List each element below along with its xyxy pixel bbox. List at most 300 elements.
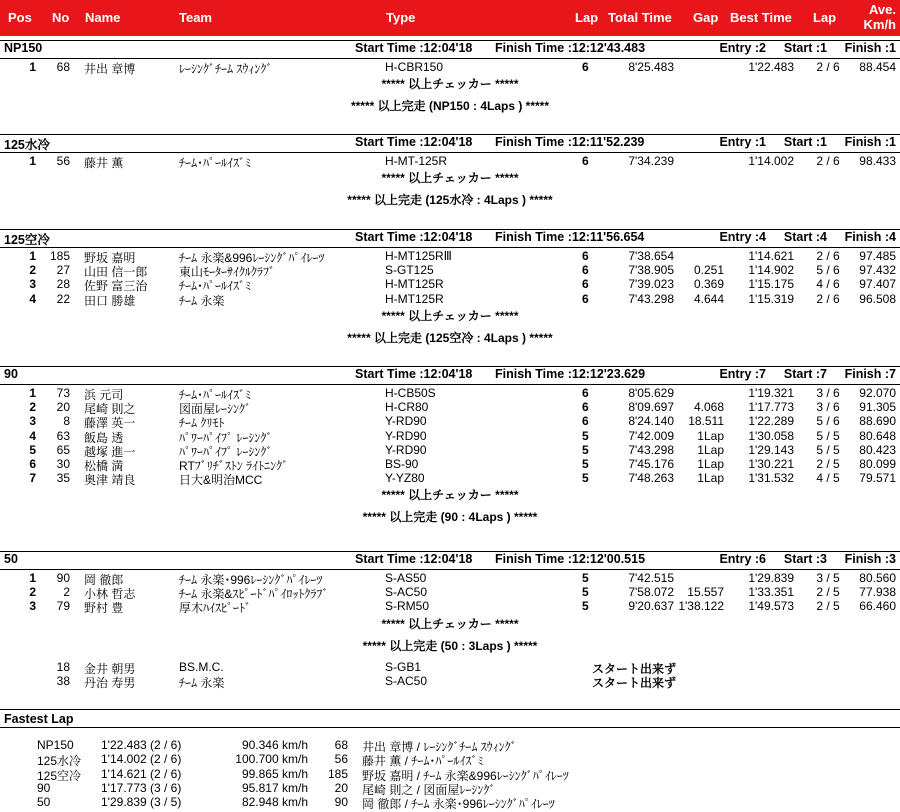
checker-message xyxy=(0,169,900,186)
dns-row xyxy=(0,674,900,688)
completion-message xyxy=(0,508,900,525)
team-name: ﾁｰﾑ･ﾊﾟｰﾙｲｽﾞﾐ xyxy=(179,279,252,294)
completion-text: ***** 以上完走 (125空冷 : 4Laps ) ***** xyxy=(347,330,553,345)
machine-type: BS-90 xyxy=(385,457,419,471)
machine-type: S-GT125 xyxy=(385,263,434,278)
best-lap-time: 1'30.058 xyxy=(748,428,794,443)
class-header-row xyxy=(0,230,900,246)
completion-text: ***** 以上完走 (NP150 : 4Laps ) ***** xyxy=(350,99,550,114)
machine-type: Y-RD90 xyxy=(385,442,427,457)
dns-status: スタート出来ず xyxy=(592,661,677,676)
rider-and-team: 野坂 嘉明 / ﾁｰﾑ 永楽&996ﾚｰｼﾝｸﾞﾊﾟｲﾚｰﾂ xyxy=(362,768,569,783)
result-row xyxy=(0,571,900,585)
team-name: ﾁｰﾑ ｸﾘﾓﾄ xyxy=(179,416,225,431)
ave-label: Ave. xyxy=(869,2,896,17)
rider-name: 山田 信一郎 xyxy=(84,265,148,280)
dns-row xyxy=(0,660,900,674)
rider-and-team: 尾崎 則之 / 図面屋ﾚｰｼﾝｸﾞ xyxy=(362,782,496,797)
machine-type: S-GB1 xyxy=(385,659,422,674)
fastest-speed: 82.948 km/h xyxy=(241,795,308,810)
finish-count: Finish :4 xyxy=(844,230,896,244)
gap: 0.251 xyxy=(693,263,724,278)
machine-type: H-MT125R xyxy=(385,291,444,306)
average-speed: 79.571 xyxy=(859,471,896,486)
result-row xyxy=(0,60,900,74)
best-lap-time: 1'22.483 xyxy=(748,60,794,74)
result-row xyxy=(0,471,900,488)
car-number: 38 xyxy=(56,673,70,688)
best-lap-time: 1'19.321 xyxy=(748,386,794,400)
average-speed: 80.648 xyxy=(859,428,896,443)
total-time: 7'43.298 xyxy=(628,442,674,457)
best-lap-time: 1'14.902 xyxy=(748,263,794,278)
class-name: 125水冷 xyxy=(37,754,82,769)
laps-completed: 6 xyxy=(582,263,589,278)
ave-unit: Km/h xyxy=(863,17,896,32)
result-row xyxy=(0,443,900,457)
total-time: 7'42.009 xyxy=(628,428,674,443)
fastest-speed: 100.700 km/h xyxy=(235,752,308,767)
col-gap-header: Gap xyxy=(693,10,719,25)
class-name: NP150 xyxy=(37,738,74,752)
class-name: 90 xyxy=(37,780,51,795)
checker-text: ***** 以上チェッカー ***** xyxy=(381,616,519,631)
col-best-time-header: Best Time xyxy=(730,10,792,25)
best-lap-time: 1'15.319 xyxy=(748,291,794,306)
car-number: 30 xyxy=(56,457,70,471)
completion-message xyxy=(0,637,900,654)
class-name: 125空冷 xyxy=(37,768,82,783)
car-number: 68 xyxy=(334,738,348,752)
result-row xyxy=(0,263,900,280)
fastest-speed: 95.817 km/h xyxy=(241,780,308,795)
fastest-speed: 99.865 km/h xyxy=(241,766,308,781)
team-name: 東山ﾓｰﾀｰｻｲｸﾙｸﾗﾌﾞ xyxy=(179,265,276,280)
start-time: Start Time :12:04'18 xyxy=(355,552,473,566)
result-row xyxy=(0,599,900,616)
team-name: ﾊﾟﾜｰﾊﾟｲﾌﾟ ﾚｰｼﾝｸﾞ xyxy=(179,430,273,445)
team-name: ﾁｰﾑ 永楽･996ﾚｰｼﾝｸﾞﾊﾟｲﾚｰﾂ xyxy=(179,573,323,587)
gap: 1'38.122 xyxy=(678,599,724,614)
finish-count: Finish :3 xyxy=(844,552,896,566)
team-name: BS.M.C. xyxy=(179,659,224,674)
fastest-lap-row xyxy=(0,767,900,781)
finish-count: Finish :1 xyxy=(844,41,896,55)
fastest-speed: 90.346 km/h xyxy=(241,738,308,752)
fastest-lap-row xyxy=(0,752,900,769)
machine-type: S-AS50 xyxy=(385,571,427,585)
divider xyxy=(0,58,900,59)
finish-count: Finish :1 xyxy=(844,135,896,149)
start-time: Start Time :12:04'18 xyxy=(355,41,473,55)
team-name: ﾁｰﾑ 永楽&996ﾚｰｼﾝｸﾞﾊﾟｲﾚｰﾂ xyxy=(179,251,325,265)
rider-and-team: 岡 徹郎 / ﾁｰﾑ 永楽･996ﾚｰｼﾝｸﾞﾊﾟｲﾚｰﾂ xyxy=(362,797,555,812)
machine-type: Y-YZ80 xyxy=(385,471,425,486)
total-time: 7'38.654 xyxy=(628,249,674,263)
position: 1 xyxy=(29,60,36,74)
fastest-time: 1'29.839 (3 / 5) xyxy=(101,795,182,810)
car-number: 56 xyxy=(334,752,348,767)
position: 1 xyxy=(29,571,36,585)
best-lap-time: 1'17.773 xyxy=(748,400,794,415)
rider-name: 井出 章博 xyxy=(84,62,136,76)
fastest-lap-row xyxy=(0,781,900,795)
best-lap-time: 1'33.351 xyxy=(748,585,794,600)
average-speed: 97.432 xyxy=(859,263,896,278)
rider-name: 田口 勝雄 xyxy=(84,293,136,308)
team-name: ﾁｰﾑ 永楽 xyxy=(179,675,225,690)
team-name: RTﾌﾞﾘﾁﾞｽﾄﾝ ﾗｲﾄﾆﾝｸﾞ xyxy=(179,459,289,473)
fastest-time: 1'14.002 (2 / 6) xyxy=(101,752,182,767)
rider-name: 佐野 富三治 xyxy=(84,279,148,294)
car-number: 22 xyxy=(56,291,70,306)
average-speed: 91.305 xyxy=(859,400,896,415)
rider-and-team: 井出 章博 / ﾚｰｼﾝｸﾞﾁｰﾑ ｽｳｨﾝｸﾞ xyxy=(362,740,517,754)
class-name: NP150 xyxy=(4,41,43,55)
machine-type: H-CR80 xyxy=(385,400,429,415)
car-number: 27 xyxy=(56,263,70,278)
position: 3 xyxy=(29,599,36,614)
machine-type: H-CB50S xyxy=(385,386,436,400)
finish-time: Finish Time :12:12'00.515 xyxy=(495,552,646,566)
divider xyxy=(0,709,900,710)
total-time: 7'39.023 xyxy=(628,277,674,292)
car-number: 73 xyxy=(56,386,70,400)
result-row xyxy=(0,277,900,294)
result-row xyxy=(0,414,900,431)
best-lap-number: 4 / 6 xyxy=(816,277,840,292)
divider xyxy=(0,727,900,728)
fastest-lap-row xyxy=(0,738,900,752)
class-name: 90 xyxy=(4,367,18,381)
col-total-time-header: Total Time xyxy=(608,10,672,25)
laps-completed: 5 xyxy=(582,599,589,614)
checker-text: ***** 以上チェッカー ***** xyxy=(381,488,519,503)
laps-completed: 6 xyxy=(582,277,589,292)
team-name: ﾚｰｼﾝｸﾞﾁｰﾑ ｽｳｨﾝｸﾞ xyxy=(179,62,273,76)
col-lap-header: Lap xyxy=(575,10,599,25)
gap: 4.644 xyxy=(693,291,724,306)
checker-message xyxy=(0,307,900,324)
average-speed: 97.407 xyxy=(859,277,896,292)
laps-completed: 5 xyxy=(582,428,589,443)
entry-count: Entry :4 xyxy=(719,230,766,244)
divider xyxy=(0,384,900,385)
col-no-header: No xyxy=(52,10,70,25)
gap: 18.511 xyxy=(688,414,724,429)
start-count: Start :7 xyxy=(783,367,827,381)
best-lap-time: 1'31.532 xyxy=(748,471,794,486)
car-number: 90 xyxy=(56,571,70,585)
position: 7 xyxy=(29,471,36,486)
laps-completed: 5 xyxy=(582,457,589,471)
car-number: 28 xyxy=(56,277,70,292)
rider-name: 越塚 進一 xyxy=(84,444,136,459)
total-time: 7'34.239 xyxy=(628,154,674,168)
total-time: 8'09.697 xyxy=(628,400,674,415)
position: 1 xyxy=(29,249,36,263)
fastest-time: 1'22.483 (2 / 6) xyxy=(101,738,182,752)
best-lap-number: 5 / 6 xyxy=(816,263,840,278)
best-lap-number: 2 / 5 xyxy=(816,457,840,471)
total-time: 7'58.072 xyxy=(628,585,674,600)
total-time: 8'05.629 xyxy=(628,386,674,400)
car-number: 20 xyxy=(56,400,70,415)
best-lap-time: 1'14.002 xyxy=(748,154,794,168)
position: 2 xyxy=(29,263,36,278)
class-name: 125水冷 xyxy=(4,138,50,152)
completion-text: ***** 以上完走 (90 : 4Laps ) ***** xyxy=(362,510,538,525)
best-lap-number: 2 / 6 xyxy=(816,154,840,168)
position: 3 xyxy=(29,414,36,429)
best-lap-number: 3 / 6 xyxy=(816,400,840,415)
checker-message xyxy=(0,486,900,503)
best-lap-number: 3 / 6 xyxy=(816,386,840,400)
rider-name: 松橋 満 xyxy=(84,459,124,473)
laps-completed: 6 xyxy=(582,249,589,263)
completion-message xyxy=(0,97,900,114)
laps-completed: 5 xyxy=(582,471,589,486)
results-header-bar xyxy=(0,0,900,36)
total-time: 7'38.905 xyxy=(628,263,674,278)
best-lap-number: 2 / 6 xyxy=(816,291,840,306)
entry-count: Entry :7 xyxy=(719,367,766,381)
average-speed: 66.460 xyxy=(859,599,896,614)
position: 3 xyxy=(29,277,36,292)
total-time: 7'42.515 xyxy=(628,571,674,585)
team-name: 厚木ﾊｲｽﾋﾟｰﾄﾞ xyxy=(179,601,252,616)
col-bestlap-header: Lap xyxy=(813,10,837,25)
car-number: 79 xyxy=(56,599,70,614)
laps-completed: 6 xyxy=(582,400,589,415)
divider xyxy=(0,569,900,570)
best-lap-number: 5 / 5 xyxy=(816,428,840,443)
finish-count: Finish :7 xyxy=(844,367,896,381)
team-name: ﾁｰﾑ 永楽 xyxy=(179,293,225,308)
class-header-row xyxy=(0,552,900,568)
machine-type: H-MT125R xyxy=(385,277,444,292)
machine-type: S-AC50 xyxy=(385,673,428,688)
rider-name: 金井 朝男 xyxy=(84,661,136,676)
average-speed: 96.508 xyxy=(859,291,896,306)
laps-completed: 5 xyxy=(582,585,589,600)
position: 6 xyxy=(29,457,36,471)
total-time: 7'45.176 xyxy=(628,457,674,471)
finish-time: Finish Time :12:11'52.239 xyxy=(495,135,645,149)
best-lap-number: 5 / 5 xyxy=(816,442,840,457)
result-row xyxy=(0,400,900,417)
finish-time: Finish Time :12:11'56.654 xyxy=(495,230,645,244)
best-lap-time: 1'49.573 xyxy=(748,599,794,614)
average-speed: 80.099 xyxy=(859,457,896,471)
car-number: 90 xyxy=(334,795,348,810)
entry-count: Entry :6 xyxy=(719,552,766,566)
best-lap-number: 2 / 6 xyxy=(816,249,840,263)
entry-count: Entry :1 xyxy=(719,135,766,149)
average-speed: 88.454 xyxy=(859,60,896,74)
result-row xyxy=(0,429,900,443)
car-number: 8 xyxy=(63,414,70,429)
class-name: 50 xyxy=(4,552,18,566)
gap: 4.068 xyxy=(693,400,724,415)
machine-type: S-RM50 xyxy=(385,599,430,614)
result-row xyxy=(0,457,900,471)
dns-status: スタート出来ず xyxy=(592,675,677,690)
best-lap-time: 1'29.143 xyxy=(748,442,794,457)
car-number: 63 xyxy=(56,428,70,443)
car-number: 20 xyxy=(334,780,348,795)
team-name: ﾁｰﾑ･ﾊﾟｰﾙｲｽﾞﾐ xyxy=(179,156,252,170)
checker-message xyxy=(0,75,900,92)
rider-name: 奥津 靖良 xyxy=(84,473,136,488)
completion-text: ***** 以上完走 (50 : 3Laps ) ***** xyxy=(362,638,538,653)
laps-completed: 6 xyxy=(582,386,589,400)
entry-count: Entry :2 xyxy=(719,41,766,55)
position: 4 xyxy=(29,291,36,306)
result-row xyxy=(0,292,900,306)
car-number: 18 xyxy=(56,659,70,674)
divider xyxy=(0,247,900,248)
machine-type: H-MT-125R xyxy=(385,154,448,168)
start-time: Start Time :12:04'18 xyxy=(355,135,473,149)
average-speed: 88.690 xyxy=(859,414,896,429)
team-name: ﾁｰﾑ 永楽&ｽﾋﾟｰﾄﾞﾊﾟｲﾛｯﾄｸﾗﾌﾞ xyxy=(179,587,329,602)
class-header-row xyxy=(0,135,900,151)
total-time: 7'48.263 xyxy=(628,471,674,486)
car-number: 56 xyxy=(56,154,70,168)
rider-name: 尾崎 則之 xyxy=(84,402,136,417)
machine-type: H-MT125RⅢ xyxy=(385,249,452,263)
gap: 0.369 xyxy=(693,277,724,292)
best-lap-time: 1'14.621 xyxy=(748,249,794,263)
result-row xyxy=(0,386,900,400)
col-name-header: Name xyxy=(85,10,121,25)
col-team-header: Team xyxy=(179,10,212,25)
checker-text: ***** 以上チェッカー ***** xyxy=(381,308,519,323)
total-time: 7'43.298 xyxy=(628,291,674,306)
col-type-header: Type xyxy=(386,10,416,25)
finish-time: Finish Time :12:12'43.483 xyxy=(495,41,646,55)
checker-text: ***** 以上チェッカー ***** xyxy=(381,77,519,92)
position: 2 xyxy=(29,585,36,600)
rider-name: 岡 徹郎 xyxy=(84,573,124,587)
best-lap-time: 1'29.839 xyxy=(748,571,794,585)
machine-type: S-AC50 xyxy=(385,585,428,600)
laps-completed: 6 xyxy=(582,291,589,306)
car-number: 185 xyxy=(49,249,70,263)
start-time: Start Time :12:04'18 xyxy=(355,367,473,381)
best-lap-number: 4 / 5 xyxy=(816,471,840,486)
best-lap-number: 5 / 6 xyxy=(816,414,840,429)
average-speed: 77.938 xyxy=(859,585,896,600)
result-row xyxy=(0,154,900,168)
rider-name: 藤澤 英一 xyxy=(84,416,136,431)
team-name: 図面屋ﾚｰｼﾝｸﾞ xyxy=(179,402,252,417)
position: 1 xyxy=(29,154,36,168)
fastest-time: 1'14.621 (2 / 6) xyxy=(101,766,182,781)
rider-and-team: 藤井 薫 / ﾁｰﾑ･ﾊﾟｰﾙｲｽﾞﾐ xyxy=(362,754,484,769)
car-number: 2 xyxy=(63,585,70,600)
team-name: 日大&明治MCC xyxy=(179,473,263,488)
total-time: 8'25.483 xyxy=(628,60,674,74)
laps-completed: 6 xyxy=(582,414,589,429)
rider-name: 浜 元司 xyxy=(84,388,124,402)
class-name: 125空冷 xyxy=(4,233,50,247)
car-number: 68 xyxy=(56,60,70,74)
fastest-lap-title: Fastest Lap xyxy=(4,712,74,726)
laps-completed: 5 xyxy=(582,571,589,585)
fastest-time: 1'17.773 (3 / 6) xyxy=(101,780,182,795)
class-name: 50 xyxy=(37,795,51,810)
average-speed: 97.485 xyxy=(859,249,896,263)
best-lap-time: 1'15.175 xyxy=(748,277,794,292)
rider-name: 飯島 透 xyxy=(84,430,124,445)
gap: 1Lap xyxy=(697,457,724,471)
fastest-lap-row xyxy=(0,795,900,812)
start-time: Start Time :12:04'18 xyxy=(355,230,473,244)
best-lap-number: 2 / 5 xyxy=(816,585,840,600)
team-name: ﾊﾟﾜｰﾊﾟｲﾌﾟ ﾚｰｼﾝｸﾞ xyxy=(179,444,273,459)
gap: 1Lap xyxy=(697,471,724,486)
checker-message xyxy=(0,615,900,632)
average-speed: 80.423 xyxy=(859,442,896,457)
rider-name: 小林 哲志 xyxy=(84,587,136,602)
total-time: 8'24.140 xyxy=(628,414,674,429)
result-row xyxy=(0,249,900,263)
rider-name: 丹治 寿男 xyxy=(84,675,136,690)
gap: 1Lap xyxy=(697,442,724,457)
team-name: ﾁｰﾑ･ﾊﾟｰﾙｲｽﾞﾐ xyxy=(179,388,252,402)
gap: 15.557 xyxy=(687,585,724,600)
position: 1 xyxy=(29,386,36,400)
position: 5 xyxy=(29,442,36,457)
best-lap-time: 1'30.221 xyxy=(748,457,794,471)
start-count: Start :1 xyxy=(783,135,827,149)
result-row xyxy=(0,585,900,602)
start-count: Start :4 xyxy=(783,230,827,244)
completion-message xyxy=(0,329,900,346)
machine-type: H-CBR150 xyxy=(385,60,444,74)
laps-completed: 5 xyxy=(582,442,589,457)
start-count: Start :1 xyxy=(783,41,827,55)
car-number: 35 xyxy=(56,471,70,486)
machine-type: Y-RD90 xyxy=(385,414,427,429)
best-lap-number: 2 / 5 xyxy=(816,599,840,614)
rider-name: 藤井 薫 xyxy=(84,156,124,170)
rider-name: 野坂 嘉明 xyxy=(84,251,136,265)
car-number: 65 xyxy=(56,442,70,457)
divider xyxy=(0,152,900,153)
class-header-row xyxy=(0,41,900,57)
best-lap-number: 2 / 6 xyxy=(816,60,840,74)
class-header-row xyxy=(0,367,900,383)
average-speed: 98.433 xyxy=(859,154,896,168)
rider-name: 野村 豊 xyxy=(84,601,124,616)
best-lap-time: 1'22.289 xyxy=(748,414,794,429)
average-speed: 92.070 xyxy=(859,386,896,400)
car-number: 185 xyxy=(327,766,348,781)
checker-text: ***** 以上チェッカー ***** xyxy=(381,171,519,186)
finish-time: Finish Time :12:12'23.629 xyxy=(495,367,646,381)
completion-text: ***** 以上完走 (125水冷 : 4Laps ) ***** xyxy=(347,193,553,208)
machine-type: Y-RD90 xyxy=(385,428,427,443)
average-speed: 80.560 xyxy=(859,571,896,585)
laps-completed: 6 xyxy=(582,154,589,168)
start-count: Start :3 xyxy=(783,552,827,566)
total-time: 9'20.637 xyxy=(628,599,674,614)
position: 2 xyxy=(29,400,36,415)
gap: 1Lap xyxy=(697,428,724,443)
